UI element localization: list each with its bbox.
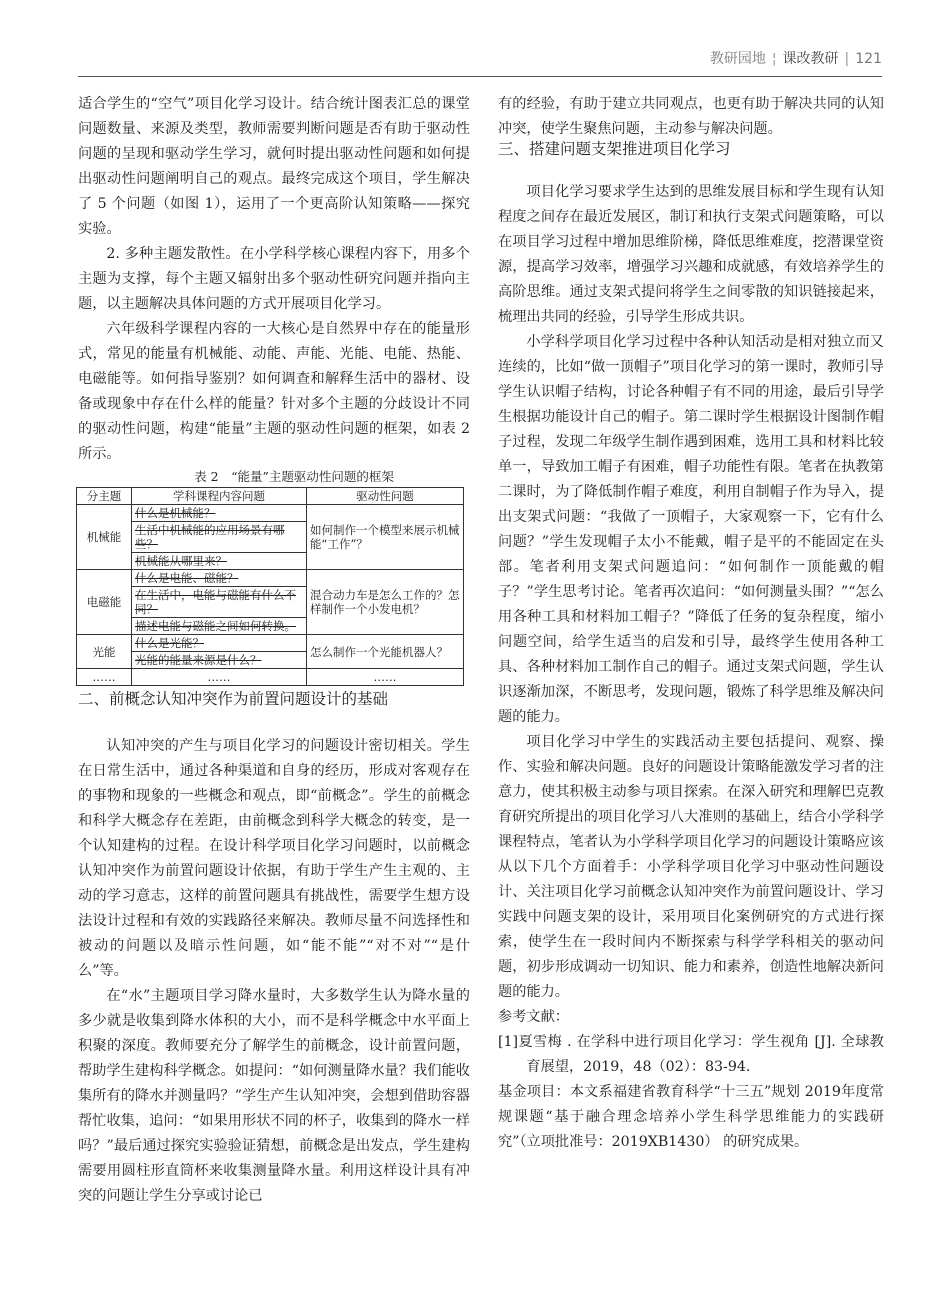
header-separator: |	[844, 51, 850, 67]
paragraph: 六年级科学课程内容的一大核心是自然界中存在的能量形式，常见的能量有机械能、动能、声能、光能、电能、热能、电磁能等。如何指导鉴别？如何调查和解释生活中的器材、设备或现象中存在什么样的能量？针对多个主题的分歧设计不同的驱动性问题，构建“能量”主题的驱动性问题的框架，如表 2 所示。	[78, 321, 470, 462]
table-theme-cell: ……	[77, 669, 132, 686]
table-content-cell: ……	[132, 669, 307, 686]
table-content-cell: 什么是光能？	[132, 635, 307, 652]
paragraph: 有的经验，有助于建立共同观点，也更有助于解决共同的认知冲突，使学生聚焦问题，主动参与解决问题。	[498, 96, 884, 137]
table-theme-cell: 电磁能	[77, 570, 132, 635]
paragraph: 2. 多种主题发散性。在小学科学核心课程内容下，用多个主题为支撑，每个主题又辐射出多个驱动性研究问题并指向主题，以主题解决具体问题的方式开展项目化学习。	[78, 246, 470, 312]
table-header-cell: 学科课程内容问题	[132, 488, 307, 505]
table-row	[77, 669, 464, 686]
paragraph: 适合学生的“空气”项目化学习设计。结合统计图表汇总的课堂问题数量、来源及类型，教师需要判断问题是否有助于驱动性问题的呈现和驱动学生学习，就何时提出驱动性问题和如何提出驱动性问题阐明自己的观点。最终完成这个项目，学生解决了 5 个问题（如图 1），运用了一个更高阶认知策略——探究实验。	[78, 96, 470, 237]
table-driving-cell: 混合动力车是怎么工作的？怎样制作一个小发电机？	[307, 570, 464, 635]
table-row	[77, 505, 464, 522]
header-column: 课改教研	[782, 51, 839, 67]
table-content-cell: 光能的能量来源是什么？	[132, 652, 307, 669]
table-caption: 表 2 “能量”主题驱动性问题的框架	[194, 469, 394, 484]
table-theme-cell: 光能	[77, 635, 132, 669]
right-column	[498, 92, 884, 1155]
table-content-cell: 生活中机械能的应用场景有哪些？	[132, 522, 307, 553]
table-content-cell: 在生活中，电能与磁能有什么不同？	[132, 587, 307, 618]
paragraph: 小学科学项目化学习过程中各种认知活动是相对独立而又连续的，比如“做一顶帽子”项目化学习的第一课时，教师引导学生认识帽子结构，讨论各种帽子有不同的用途，最后引导学生根据功能设计自己的帽子。第二课时学生根据设计图制作帽子过程，发现二年级学生制作遇到困难，选用工具和材料比较单一，导致加工帽子有困难，帽子功能性有限。笔者在执教第二课时，为了降低制作帽子难度，利用自制帽子作为导入，提出支架式问题：“我做了一顶帽子，大家观察一下，它有什么问题？”学生发现帽子太小不能戴，帽子是平的不能固定在头部。笔者利用支架式问题追问：“如何制作一顶能戴的帽子？”学生思考讨论。笔者再次追问：“如何测量头围？”“怎么用各种工具和材料加工帽子？”降低了任务的复杂程度，缩小问题空间，给学生适当的启发和引导，最终学生使用各种工具、各种材料加工制作自己的帽子。通过支架式问题，学生认识逐渐加深，不断思考，发现问题，锻炼了科学思维及解决问题的能力。	[498, 334, 884, 725]
table-header-cell: 分主题	[77, 488, 132, 505]
table-content-cell: 机械能从哪里来？	[132, 553, 307, 570]
table-content-cell: 什么是机械能？	[132, 505, 307, 522]
funding-note: 基金项目：本文系福建省教育科学“十三五”规划 2019年度常规课题“基于融合理念培养小学生科学思维能力的实践研究”（立项批准号：2019XB1430） 的研究成果。	[498, 1084, 884, 1150]
header-rule	[78, 76, 882, 77]
header-section: 教研园地	[709, 51, 766, 67]
table-content-cell: 什么是电能、磁能？	[132, 570, 307, 587]
table-driving-cell: 如何制作一个模型来展示机械能“工作”？	[307, 505, 464, 570]
running-header	[710, 48, 882, 68]
table-header-row	[77, 488, 464, 505]
paragraph: 项目化学习要求学生达到的思维发展目标和学生现有认知程度之间存在最近发展区，制订和执行支架式问题策略，可以在项目学习过程中增加思维阶梯，降低思维难度，挖潜课堂资源，提高学习效率，增强学习兴趣和成就感，有效培养学生的高阶思维。通过支架式提问将学生之间零散的知识链接起来，梳理出共同的经验，引导学生形成共识。	[498, 184, 884, 325]
energy-table	[76, 487, 464, 686]
paragraph: 在“水”主题项目学习降水量时，大多数学生认为降水量的多少就是收集到降水体积的大小，而不是科学概念中水平面上积聚的深度。教师要充分了解学生的前概念，设计前置问题，帮助学生建构科学概念。如提问：“如何测量降水量？我们能收集所有的降水并测量吗？”学生产生认知冲突，会想到借助容器帮忙收集，追问：“如果用形状不同的杯子，收集到的降水一样吗？”最后通过探究实验验证猜想，前概念是出发点，学生建构需要用圆柱形直筒杯来收集测量降水量。利用这样设计具有冲突的问题让学生分享或讨论已	[78, 988, 470, 1204]
references-title: 参考文献：	[498, 1009, 569, 1025]
section-heading: 三、搭建问题支架推进项目化学习	[498, 140, 731, 158]
header-separator: ¦	[771, 51, 777, 67]
table-header-cell: 驱动性问题	[307, 488, 464, 505]
table-theme-cell: 机械能	[77, 505, 132, 570]
table-row	[77, 635, 464, 652]
table-row	[77, 570, 464, 587]
table-driving-cell: 怎么制作一个光能机器人？	[307, 635, 464, 669]
table-driving-cell: ……	[307, 669, 464, 686]
paragraph: 项目化学习中学生的实践活动主要包括提问、观察、操作、实验和解决问题。良好的问题设计策略能激发学习者的注意力，使其积极主动参与项目探索。在深入研究和理解巴克教育研究所提出的项目化学习八大准则的基础上，结合小学科学课程特点，笔者认为小学科学项目化学习的问题设计策略应该从以下几个方面着手：小学科学项目化学习中驱动性问题设计、关注项目化学习前概念认知冲突作为前置问题设计、学习实践中问题支架的设计，采用项目化案例研究的方式进行探索，使学生在一段时间内不断探索与科学学科相关的驱动问题，初步形成调动一切知识、能力和素养，创造性地解决新问题的能力。	[498, 734, 884, 1000]
reference-item: [1]夏雪梅 . 在学科中进行项目化学习：学生视角 [J]. 全球教育展望，2019，48（02）：83-94.	[498, 1034, 884, 1075]
page-number: 121	[855, 51, 882, 67]
section-heading: 二、前概念认知冲突作为前置问题设计的基础	[78, 690, 389, 708]
table-content-cell: 描述电能与磁能之间如何转换。	[132, 618, 307, 635]
left-column	[78, 92, 470, 1209]
paragraph: 认知冲突的产生与项目化学习的问题设计密切相关。学生在日常生活中，通过各种渠道和自身的经历，形成对客观存在的事物和现象的一些概念和观点，即“前概念”。学生的前概念和科学大概念存在差距，由前概念到科学大概念的转变，是一个认知建构的过程。在设计科学项目化学习问题时，以前概念认知冲突作为前置问题设计依据，有助于学生产生主观的、主动的学习意志，这样的前置问题具有挑战性，需要学生想方设法设计过程和有效的实践路径来解决。教师尽量不问选择性和被动的问题以及暗示性问题，如“能不能”“对不对”“是什么”等。	[78, 738, 470, 979]
